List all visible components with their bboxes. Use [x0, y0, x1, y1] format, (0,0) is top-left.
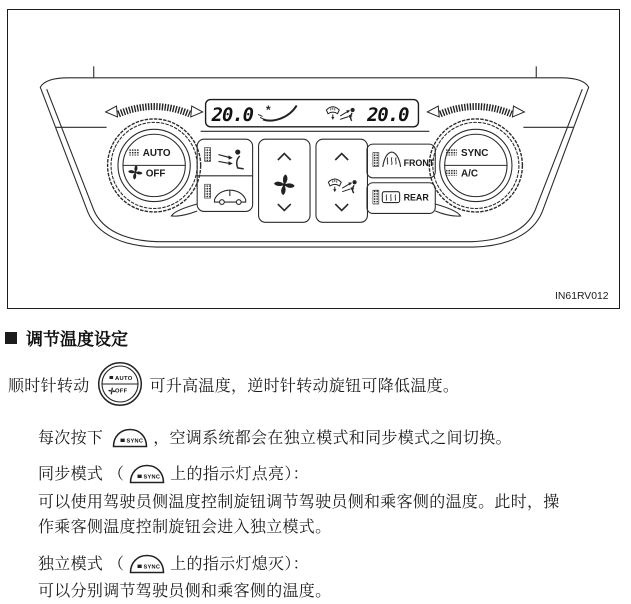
- panel-outline: [40, 66, 588, 247]
- recirculation-car-icon: [215, 190, 246, 204]
- mode-down-chevron-icon: [335, 204, 348, 210]
- off-button-label: OFF: [145, 168, 166, 180]
- left-knob-rotation-indicator: [106, 106, 203, 117]
- independent-mode-after: 上的指示灯熄灭）：: [170, 555, 309, 573]
- temperature-display: [206, 100, 419, 127]
- sync-mode-before: 同步模式 （: [38, 465, 125, 483]
- fan-up-chevron-icon: [278, 154, 291, 160]
- passenger-temp-readout: 20.0: [367, 104, 409, 126]
- fresh-air-icon: [218, 149, 243, 168]
- inline-sync-label: SYNC: [143, 564, 161, 571]
- para1-before: 顺时针转动: [8, 377, 90, 395]
- svg-text:*: *: [265, 102, 271, 117]
- auto-indicator-icon: [128, 149, 139, 156]
- front-defrost-indicator-icon: [373, 153, 379, 167]
- inline-off-label: OFF: [114, 388, 128, 395]
- section-heading: [5, 325, 128, 350]
- ac-button-label: A/C: [461, 168, 479, 180]
- inline-sync-label: SYNC: [126, 438, 144, 445]
- right-knob-rotation-indicator: [427, 106, 524, 117]
- auto-button-label: AUTO: [142, 148, 171, 160]
- section-bullet-icon: [5, 332, 17, 344]
- sync-mode-body-line2: 作乘客侧温度控制旋钮会进入独立模式。: [38, 519, 332, 536]
- inline-sync-label: SYNC: [143, 474, 161, 481]
- fan-speed-rocker: [259, 139, 310, 222]
- fan-down-chevron-icon: [278, 204, 291, 210]
- figure-box: [7, 9, 620, 309]
- fresh-air-indicator-icon: [205, 148, 211, 162]
- fan-icon: [274, 174, 295, 195]
- driver-temp-readout: 20.0: [211, 104, 253, 126]
- independent-mode-body: 可以分别调节驾驶员侧和乘客侧的温度。: [38, 583, 332, 600]
- sync-indicator-icon: [446, 149, 457, 156]
- para1-after: 可升高温度，逆时针转动旋钮可降低温度。: [149, 377, 460, 395]
- driver-temperature-knob: [108, 119, 201, 212]
- airflow-mode-rocker: [316, 139, 367, 222]
- sync-button-label: SYNC: [461, 148, 489, 160]
- rear-defrost-indicator-icon: [373, 190, 379, 204]
- mode-up-chevron-icon: [335, 154, 348, 160]
- sync-button-icon: [128, 460, 166, 484]
- air-intake-buttons: [197, 139, 252, 211]
- independent-mode-heading: [38, 549, 309, 575]
- front-button-label: FRONT: [403, 157, 435, 168]
- sync-button-icon: [128, 550, 166, 574]
- figure-code: IN61RV012: [555, 291, 609, 303]
- para2-before: 每次按下: [38, 429, 104, 447]
- mount-tick-marks: [94, 66, 537, 77]
- para2-after: ，空调系统都会在独立模式和同步模式之间切换。: [153, 429, 512, 447]
- rear-defrost-icon: [382, 192, 399, 203]
- paragraph-sync-press: [38, 423, 512, 449]
- section-heading-text: 调节温度设定: [26, 330, 128, 349]
- front-defrost-icon: [383, 152, 401, 167]
- independent-mode-before: 独立模式 （: [38, 555, 125, 573]
- auto-off-knob-icon: [97, 361, 143, 407]
- sync-mode-body-line1: 可以使用驾驶员侧温度控制旋钮调节驾驶员侧和乘客侧的温度。此时，操: [38, 494, 560, 511]
- sync-mode-after: 上的指示灯点亮）：: [170, 465, 309, 483]
- sync-mode-heading: [38, 459, 309, 485]
- climate-panel-illustration: [8, 10, 619, 306]
- passenger-temperature-knob: [429, 119, 522, 212]
- mode-airflow-icon: [328, 179, 356, 193]
- defrost-buttons: [367, 144, 435, 213]
- rear-button-label: REAR: [403, 192, 429, 203]
- recirculation-indicator-icon: [205, 184, 211, 198]
- inline-auto-label: AUTO: [114, 375, 133, 382]
- sync-button-icon: [111, 424, 149, 448]
- paragraph-rotate-knob: [8, 361, 459, 407]
- ac-indicator-icon: [446, 169, 457, 176]
